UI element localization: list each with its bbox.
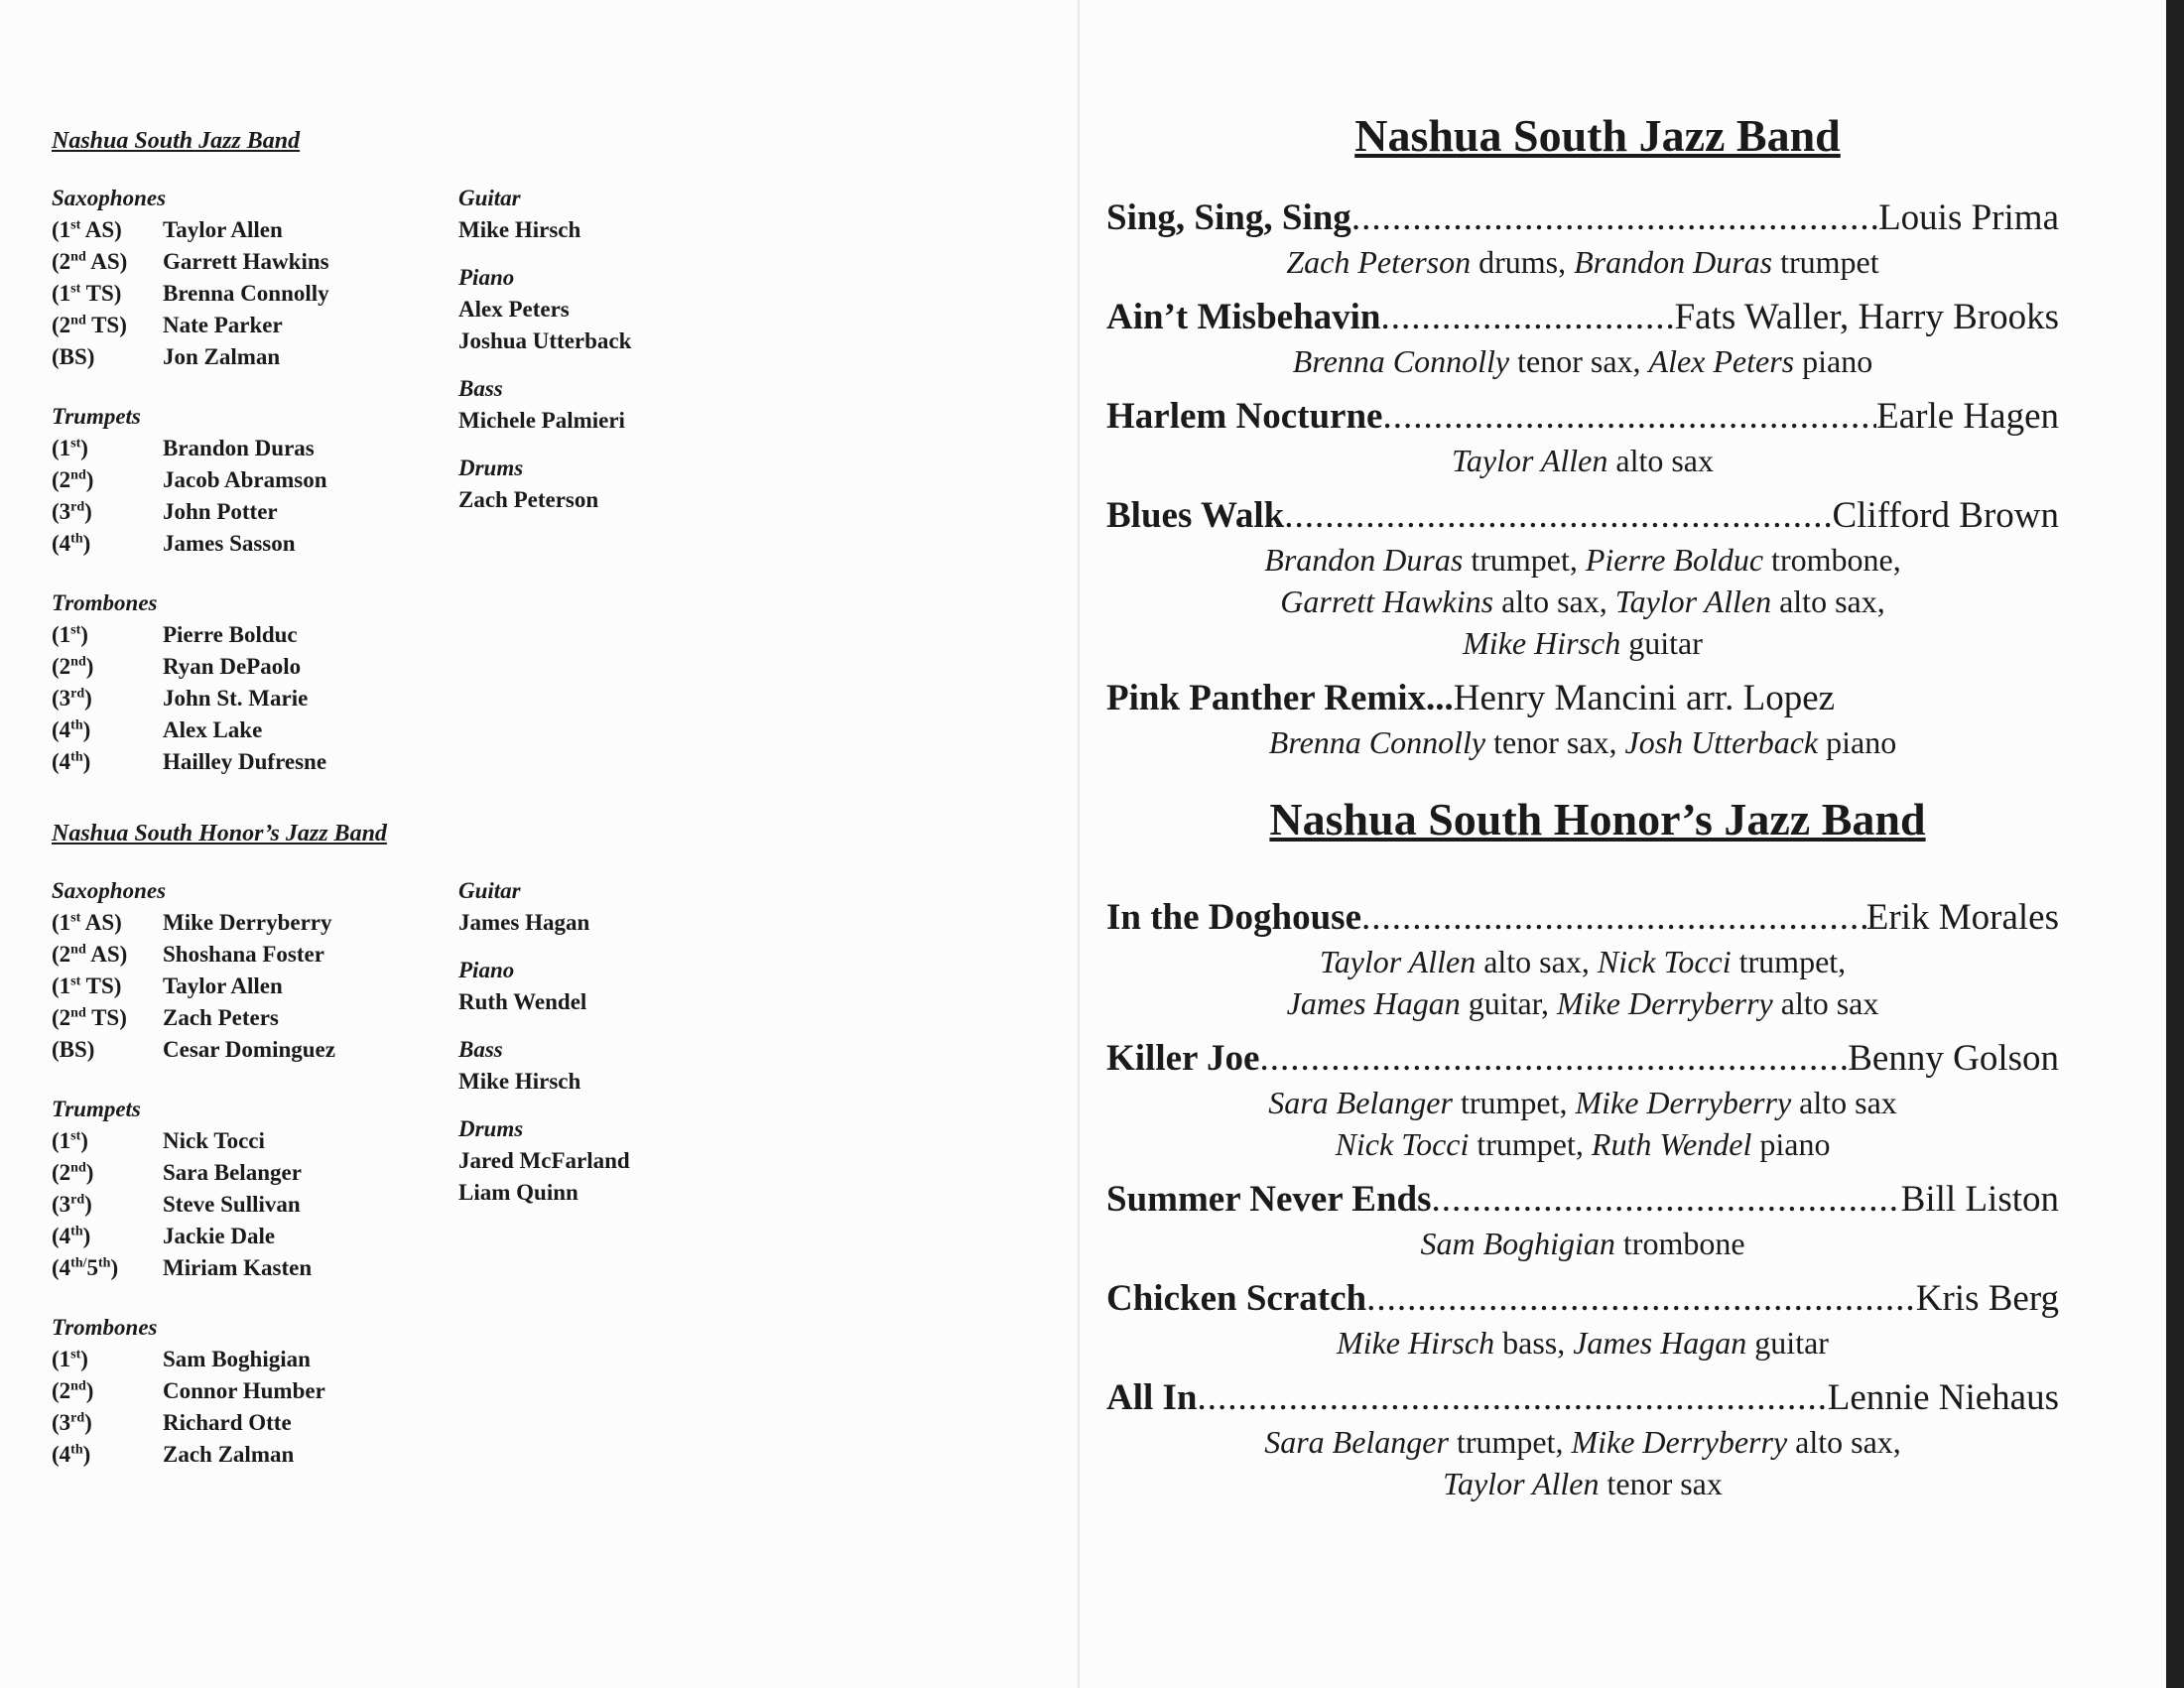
soloist-instrument: alto sax, bbox=[1476, 944, 1598, 979]
jazz-bass bbox=[458, 373, 855, 437]
member-name: Miriam Kasten bbox=[163, 1255, 313, 1280]
member-list bbox=[52, 433, 458, 560]
roster-row bbox=[52, 1221, 458, 1252]
chair-position: (3rd) bbox=[52, 686, 92, 711]
roster-row bbox=[52, 1002, 458, 1034]
member-name: Alex Peters bbox=[458, 297, 570, 322]
roster-row bbox=[52, 939, 458, 971]
soloist-instrument: trombone bbox=[1614, 1226, 1745, 1261]
roster-row bbox=[52, 214, 458, 246]
roster-row bbox=[52, 714, 458, 746]
chair-position: (4th) bbox=[52, 717, 91, 742]
member-name: Hailley Dufresne bbox=[163, 749, 327, 774]
roster-row bbox=[52, 1157, 458, 1189]
chair-position: (BS) bbox=[52, 1037, 95, 1062]
soloist-name: Nick Tocci bbox=[1335, 1126, 1470, 1162]
jazz-roster-winds bbox=[52, 183, 458, 806]
soloist-block bbox=[1106, 721, 2059, 763]
piece-title: Pink Panther Remix bbox=[1106, 678, 1427, 718]
leader-dots bbox=[1259, 1036, 1848, 1082]
soloist-block bbox=[1106, 539, 2059, 664]
scan-edge bbox=[2166, 0, 2184, 1688]
soloist-name: Garrett Hawkins bbox=[1280, 584, 1494, 619]
piece-title: Summer Never Ends bbox=[1106, 1179, 1432, 1220]
leader-dots bbox=[1366, 1276, 1916, 1322]
member-name: Liam Quinn bbox=[458, 1180, 578, 1205]
member-list bbox=[52, 1344, 458, 1471]
roster-row bbox=[52, 619, 458, 651]
chair-position: (2nd) bbox=[52, 1160, 94, 1185]
chair-position: (4th) bbox=[52, 531, 91, 556]
roster-row bbox=[52, 1034, 458, 1066]
soloist-instrument: piano bbox=[1751, 1126, 1831, 1162]
soloist-block bbox=[1106, 1082, 2059, 1165]
piece-title: Ain’t Misbehavin bbox=[1106, 297, 1381, 337]
soloist-instrument: trumpet, bbox=[1469, 1126, 1592, 1162]
roster-row bbox=[52, 1125, 458, 1157]
soloist-instrument: guitar bbox=[1620, 625, 1703, 661]
soloist-instrument: piano bbox=[1818, 724, 1897, 760]
soloist-instrument: tenor sax, bbox=[1485, 724, 1625, 760]
soloist-instrument: alto sax, bbox=[1771, 584, 1885, 619]
chair-position: (2nd AS) bbox=[52, 942, 128, 967]
member-name: John St. Marie bbox=[163, 686, 309, 711]
chair-position: (4th) bbox=[52, 749, 91, 774]
section-title: Piano bbox=[458, 958, 515, 982]
section-title: Trumpets bbox=[52, 1097, 141, 1121]
soloist-line bbox=[1106, 1123, 2059, 1165]
roster-row bbox=[52, 683, 458, 714]
jazz-program-list bbox=[1106, 195, 2059, 763]
program-piece bbox=[1106, 676, 2059, 721]
program-jazz-title: Nashua South Jazz Band bbox=[1354, 110, 1841, 161]
jazz-roster-columns bbox=[52, 183, 1044, 806]
roster-row bbox=[52, 746, 458, 778]
leader-dots bbox=[1351, 195, 1878, 241]
soloist-line bbox=[1106, 1082, 2059, 1123]
soloist-line bbox=[1106, 581, 2059, 622]
honors-trombones bbox=[52, 1312, 458, 1471]
chair-position: (2nd) bbox=[52, 1378, 94, 1403]
chair-position: (2nd TS) bbox=[52, 313, 127, 337]
member-name: Ryan DePaolo bbox=[163, 654, 302, 679]
soloist-block bbox=[1106, 241, 2059, 283]
section-title: Trumpets bbox=[52, 404, 141, 429]
section-title: Bass bbox=[458, 376, 503, 401]
chair-position: (1st TS) bbox=[52, 281, 122, 306]
program-piece bbox=[1106, 1375, 2059, 1421]
page-fold bbox=[1078, 0, 1080, 1688]
honors-drums bbox=[458, 1113, 855, 1209]
chair-position: (1st) bbox=[52, 622, 88, 647]
soloist-name: Mike Derryberry bbox=[1571, 1424, 1788, 1460]
soloist-instrument: tenor sax bbox=[1599, 1466, 1723, 1501]
soloist-line bbox=[1106, 539, 2059, 581]
soloist-instrument: guitar, bbox=[1460, 985, 1558, 1021]
member-name: Brandon Duras bbox=[163, 436, 315, 460]
leader-dots bbox=[1198, 1375, 1828, 1421]
leader-dots: ... bbox=[1426, 678, 1454, 718]
honors-bass bbox=[458, 1034, 855, 1098]
member-name: Ruth Wendel bbox=[458, 989, 587, 1014]
leader-dots bbox=[1382, 394, 1876, 440]
honors-roster-columns bbox=[52, 875, 1044, 1498]
jazz-roster-rhythm bbox=[458, 183, 855, 806]
leader-dots bbox=[1432, 1177, 1901, 1223]
section-title: Trombones bbox=[52, 1315, 158, 1340]
member-name: Michele Palmieri bbox=[458, 408, 625, 433]
member-list bbox=[52, 619, 458, 778]
soloist-name: Mike Derryberry bbox=[1575, 1085, 1792, 1120]
soloist-name: Taylor Allen bbox=[1452, 443, 1608, 478]
member-name: Connor Humber bbox=[163, 1378, 325, 1403]
piece-composer: Clifford Brown bbox=[1832, 495, 2059, 536]
chair-position: (3rd) bbox=[52, 499, 92, 524]
soloist-name: Nick Tocci bbox=[1597, 944, 1732, 979]
roster-panel bbox=[52, 125, 1044, 1498]
soloist-instrument: drums, bbox=[1471, 244, 1575, 280]
honors-band-heading: Nashua South Honor’s Jazz Band bbox=[52, 821, 387, 846]
soloist-name: Mike Derryberry bbox=[1557, 985, 1773, 1021]
piece-composer: Benny Golson bbox=[1848, 1038, 2059, 1079]
member-name: Sara Belanger bbox=[163, 1160, 302, 1185]
soloist-name: Mike Hirsch bbox=[1463, 625, 1621, 661]
member-name: Alex Lake bbox=[163, 717, 263, 742]
chair-position: (2nd) bbox=[52, 654, 94, 679]
soloist-instrument: trombone, bbox=[1763, 542, 1901, 578]
roster-row bbox=[52, 1344, 458, 1375]
roster-row bbox=[52, 433, 458, 464]
jazz-band-heading: Nashua South Jazz Band bbox=[52, 128, 301, 154]
member-name: Nate Parker bbox=[163, 313, 283, 337]
piece-title: In the Doghouse bbox=[1106, 897, 1361, 938]
leader-dots bbox=[1361, 895, 1866, 941]
member-name: Jared McFarland bbox=[458, 1148, 630, 1173]
program-piece bbox=[1106, 1177, 2059, 1223]
member-list bbox=[52, 214, 458, 373]
section-title: Guitar bbox=[458, 878, 521, 903]
piece-title: Blues Walk bbox=[1106, 495, 1285, 536]
honors-band-roster bbox=[52, 818, 1044, 1498]
honors-roster-winds bbox=[52, 875, 458, 1498]
roster-row bbox=[52, 246, 458, 278]
program-honors-title: Nashua South Honor’s Jazz Band bbox=[1269, 794, 1926, 844]
soloist-instrument: trumpet, bbox=[1452, 1085, 1576, 1120]
chair-position: (2nd AS) bbox=[52, 249, 128, 274]
piece-composer: Fats Waller, Harry Brooks bbox=[1674, 297, 2059, 337]
section-title: Drums bbox=[458, 1116, 524, 1141]
soloist-line bbox=[1106, 1223, 2059, 1264]
soloist-name: Taylor Allen bbox=[1614, 584, 1772, 619]
member-name: James Sasson bbox=[163, 531, 296, 556]
section-title: Bass bbox=[458, 1037, 503, 1062]
piece-composer: Bill Liston bbox=[1900, 1179, 2059, 1220]
program-piece bbox=[1106, 493, 2059, 539]
roster-row bbox=[52, 1375, 458, 1407]
soloist-instrument: tenor sax, bbox=[1509, 343, 1649, 379]
member-name: James Hagan bbox=[458, 910, 590, 935]
member-name: Pierre Bolduc bbox=[163, 622, 298, 647]
soloist-name: Ruth Wendel bbox=[1591, 1126, 1752, 1162]
member-name: Mike Hirsch bbox=[458, 217, 581, 242]
member-name: Zach Peterson bbox=[458, 487, 599, 512]
honors-program-list bbox=[1106, 895, 2059, 1504]
chair-position: (1st) bbox=[52, 1128, 88, 1153]
soloist-instrument: bass, bbox=[1494, 1325, 1574, 1361]
honors-piano bbox=[458, 955, 855, 1018]
soloist-name: Brandon Duras bbox=[1264, 542, 1464, 578]
member-name: Joshua Utterback bbox=[458, 328, 632, 353]
roster-row bbox=[52, 1439, 458, 1471]
member-list bbox=[52, 907, 458, 1066]
section-title: Drums bbox=[458, 455, 524, 480]
section-title: Saxophones bbox=[52, 186, 167, 210]
section-title: Piano bbox=[458, 265, 515, 290]
piece-composer: Erik Morales bbox=[1865, 897, 2059, 938]
soloist-instrument: alto sax bbox=[1772, 985, 1879, 1021]
soloist-line bbox=[1106, 1463, 2059, 1504]
soloist-instrument: trumpet, bbox=[1731, 944, 1847, 979]
soloist-instrument: alto sax, bbox=[1787, 1424, 1901, 1460]
jazz-band-roster bbox=[52, 125, 1044, 806]
member-name: Garrett Hawkins bbox=[163, 249, 329, 274]
soloist-instrument: alto sax bbox=[1607, 443, 1714, 478]
honors-roster-rhythm bbox=[458, 875, 855, 1498]
jazz-drums bbox=[458, 453, 855, 516]
soloist-name: Brenna Connolly bbox=[1268, 724, 1486, 760]
roster-row bbox=[52, 464, 458, 496]
roster-row bbox=[52, 971, 458, 1002]
chair-position: (1st AS) bbox=[52, 217, 122, 242]
chair-position: (3rd) bbox=[52, 1410, 92, 1435]
chair-position: (4th) bbox=[52, 1442, 91, 1467]
program-piece bbox=[1106, 895, 2059, 941]
roster-row bbox=[52, 310, 458, 341]
roster-row bbox=[52, 651, 458, 683]
soloist-name: Sara Belanger bbox=[1264, 1424, 1449, 1460]
piece-title: Killer Joe bbox=[1106, 1038, 1260, 1079]
soloist-name: Brenna Connolly bbox=[1292, 343, 1510, 379]
leader-dots bbox=[1381, 295, 1675, 340]
program-piece bbox=[1106, 394, 2059, 440]
honors-saxophones bbox=[52, 875, 458, 1066]
chair-position: $(4^{th/}5th)$ bbox=[52, 1255, 119, 1280]
section-title: Guitar bbox=[458, 186, 521, 210]
member-name: Jacob Abramson bbox=[163, 467, 327, 492]
soloist-name: Mike Hirsch bbox=[1337, 1325, 1495, 1361]
soloist-name: Sam Boghigian bbox=[1420, 1226, 1615, 1261]
chair-position: (1st AS) bbox=[52, 910, 122, 935]
soloist-instrument: alto sax, bbox=[1493, 584, 1615, 619]
soloist-instrument: piano bbox=[1794, 343, 1873, 379]
soloist-name: Taylor Allen bbox=[1443, 1466, 1600, 1501]
soloist-block bbox=[1106, 1322, 2059, 1363]
section-title: Trombones bbox=[52, 590, 158, 615]
soloist-block bbox=[1106, 1223, 2059, 1264]
soloist-line bbox=[1106, 982, 2059, 1024]
soloist-block bbox=[1106, 1421, 2059, 1504]
member-name: Brenna Connolly bbox=[163, 281, 329, 306]
soloist-line bbox=[1106, 241, 2059, 283]
member-name: Steve Sullivan bbox=[163, 1192, 301, 1217]
program-piece bbox=[1106, 295, 2059, 340]
jazz-trombones bbox=[52, 587, 458, 778]
soloist-name: James Hagan bbox=[1286, 985, 1461, 1021]
soloist-instrument: alto sax bbox=[1791, 1085, 1897, 1120]
chair-position: (3rd) bbox=[52, 1192, 92, 1217]
program-piece bbox=[1106, 1036, 2059, 1082]
member-name: Cesar Dominguez bbox=[163, 1037, 335, 1062]
chair-position: (1st) bbox=[52, 436, 88, 460]
program-piece bbox=[1106, 195, 2059, 241]
piece-composer: Earle Hagen bbox=[1876, 396, 2059, 437]
soloist-name: Sara Belanger bbox=[1268, 1085, 1453, 1120]
roster-row bbox=[52, 496, 458, 528]
chair-position: (BS) bbox=[52, 344, 95, 369]
chair-position: (1st TS) bbox=[52, 974, 122, 998]
soloist-instrument: guitar bbox=[1746, 1325, 1829, 1361]
member-name: Mike Derryberry bbox=[163, 910, 332, 935]
member-name: Nick Tocci bbox=[163, 1128, 265, 1153]
member-list bbox=[52, 1125, 458, 1284]
member-name: Jon Zalman bbox=[163, 344, 281, 369]
jazz-saxophones bbox=[52, 183, 458, 373]
soloist-name: Alex Peters bbox=[1648, 343, 1795, 379]
piece-title: Harlem Nocturne bbox=[1106, 396, 1383, 437]
chair-position: (1st) bbox=[52, 1347, 88, 1371]
roster-row bbox=[52, 1252, 458, 1284]
member-name: John Potter bbox=[163, 499, 278, 524]
soloist-name: James Hagan bbox=[1573, 1325, 1747, 1361]
leader-dots bbox=[1284, 493, 1832, 539]
jazz-guitar bbox=[458, 183, 855, 246]
soloist-block bbox=[1106, 340, 2059, 382]
chair-position: (2nd TS) bbox=[52, 1005, 127, 1030]
soloist-instrument: trumpet, bbox=[1448, 1424, 1572, 1460]
honors-trumpets bbox=[52, 1094, 458, 1284]
member-name: Zach Zalman bbox=[163, 1442, 295, 1467]
soloist-line bbox=[1106, 340, 2059, 382]
roster-row bbox=[52, 1407, 458, 1439]
roster-row bbox=[52, 528, 458, 560]
member-name: Taylor Allen bbox=[163, 217, 283, 242]
soloist-line bbox=[1106, 622, 2059, 664]
member-name: Richard Otte bbox=[163, 1410, 292, 1435]
soloist-line bbox=[1106, 1421, 2059, 1463]
soloist-block bbox=[1106, 440, 2059, 481]
member-name: Shoshana Foster bbox=[163, 942, 324, 967]
soloist-name: Josh Utterback bbox=[1624, 724, 1819, 760]
member-name: Zach Peters bbox=[163, 1005, 279, 1030]
soloist-name: Zach Peterson bbox=[1286, 244, 1472, 280]
soloist-line bbox=[1106, 1322, 2059, 1363]
piece-title: All In bbox=[1106, 1377, 1198, 1418]
soloist-name: Taylor Allen bbox=[1319, 944, 1477, 979]
program-piece bbox=[1106, 1276, 2059, 1322]
soloist-instrument: trumpet, bbox=[1463, 542, 1586, 578]
member-name: Jackie Dale bbox=[163, 1224, 276, 1248]
piece-composer: Louis Prima bbox=[1878, 197, 2059, 238]
soloist-name: Brandon Duras bbox=[1574, 244, 1773, 280]
jazz-trumpets bbox=[52, 401, 458, 560]
soloist-line bbox=[1106, 721, 2059, 763]
roster-row bbox=[52, 907, 458, 939]
piece-composer: Henry Mancini arr. Lopez bbox=[1453, 678, 1836, 718]
piece-composer: Kris Berg bbox=[1915, 1278, 2059, 1319]
soloist-block bbox=[1106, 941, 2059, 1024]
roster-row bbox=[52, 1189, 458, 1221]
soloist-name: Pierre Bolduc bbox=[1585, 542, 1764, 578]
member-name: Taylor Allen bbox=[163, 974, 283, 998]
soloist-instrument: trumpet bbox=[1772, 244, 1879, 280]
roster-row bbox=[52, 341, 458, 373]
honors-guitar bbox=[458, 875, 855, 939]
piece-composer: Lennie Niehaus bbox=[1827, 1377, 2059, 1418]
piece-title: Chicken Scratch bbox=[1106, 1278, 1367, 1319]
roster-row bbox=[52, 278, 458, 310]
program-panel bbox=[1106, 109, 2059, 1516]
jazz-piano bbox=[458, 262, 855, 357]
piece-title: Sing, Sing, Sing bbox=[1106, 197, 1351, 238]
section-title: Saxophones bbox=[52, 878, 167, 903]
chair-position: (2nd) bbox=[52, 467, 94, 492]
member-name: Mike Hirsch bbox=[458, 1069, 581, 1094]
soloist-line bbox=[1106, 941, 2059, 982]
member-name: Sam Boghigian bbox=[163, 1347, 311, 1371]
soloist-line bbox=[1106, 440, 2059, 481]
chair-position: (4th) bbox=[52, 1224, 91, 1248]
